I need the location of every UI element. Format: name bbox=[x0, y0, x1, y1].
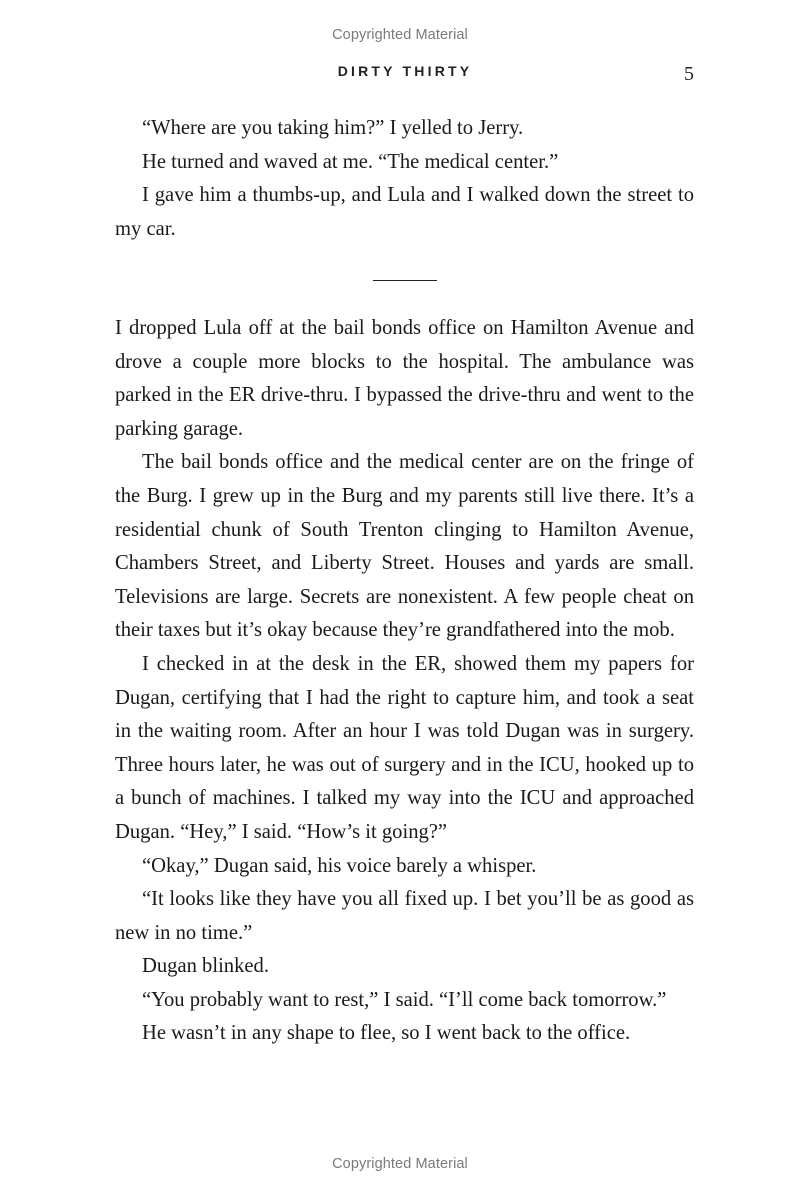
paragraph: “You probably want to rest,” I said. “I’ll come back tomorrow.” bbox=[142, 988, 667, 1011]
paragraph: “It looks like they have you all fixed up. I bet you’ll be as good as new in no time.” bbox=[115, 888, 694, 944]
copyright-watermark-bottom: Copyrighted Material bbox=[332, 1156, 468, 1172]
paragraph: Dugan blinked. bbox=[142, 955, 269, 978]
section-1-text bbox=[115, 112, 694, 246]
paragraph: I checked in at the desk in the ER, showed them my papers for Dugan, certifying that I had the right to capture him, and took a seat in the waiting room. After an hour I was told Dugan was in surgery. Three hours later, he was out of surgery and in the ICU, hooked up to a bunch of machines. I talked my way into the ICU and approached Dugan. “Hey,” I said. “How’s it going?” bbox=[115, 652, 694, 843]
section-2-text bbox=[115, 312, 694, 1051]
paragraph: I gave him a thumbs-up, and Lula and I walked down the street to my car. bbox=[115, 184, 694, 240]
paragraph: He turned and waved at me. “The medical center.” bbox=[142, 150, 559, 173]
paragraph: He wasn’t in any shape to flee, so I went back to the office. bbox=[142, 1022, 631, 1045]
paragraph: “Where are you taking him?” I yelled to Jerry. bbox=[142, 117, 524, 139]
paragraph: The bail bonds office and the medical center are on the fringe of the Burg. I grew up in the Burg and my parents still live there. It’s a residential chunk of South Trenton clinging to Hamilton Avenue, Chambers Street, and Liberty Street. Houses and yards are small. Televisions are large. Secrets are nonexistent. A few people cheat on their taxes but it’s okay because they’re grandfathered into the mob. bbox=[115, 451, 694, 642]
paragraph: “Okay,” Dugan said, his voice barely a whisper. bbox=[142, 854, 537, 877]
scene-break-rule bbox=[373, 280, 437, 281]
running-head: DIRTY THIRTY bbox=[337, 63, 473, 79]
paragraph: I dropped Lula off at the bail bonds office on Hamilton Avenue and drove a couple more blocks to the hospital. The ambulance was parked in the ER drive-thru. I bypassed the drive-thru and went to the parking garage. bbox=[115, 317, 694, 440]
page-number: 5 bbox=[684, 63, 694, 85]
copyright-watermark-top: Copyrighted Material bbox=[332, 27, 468, 43]
